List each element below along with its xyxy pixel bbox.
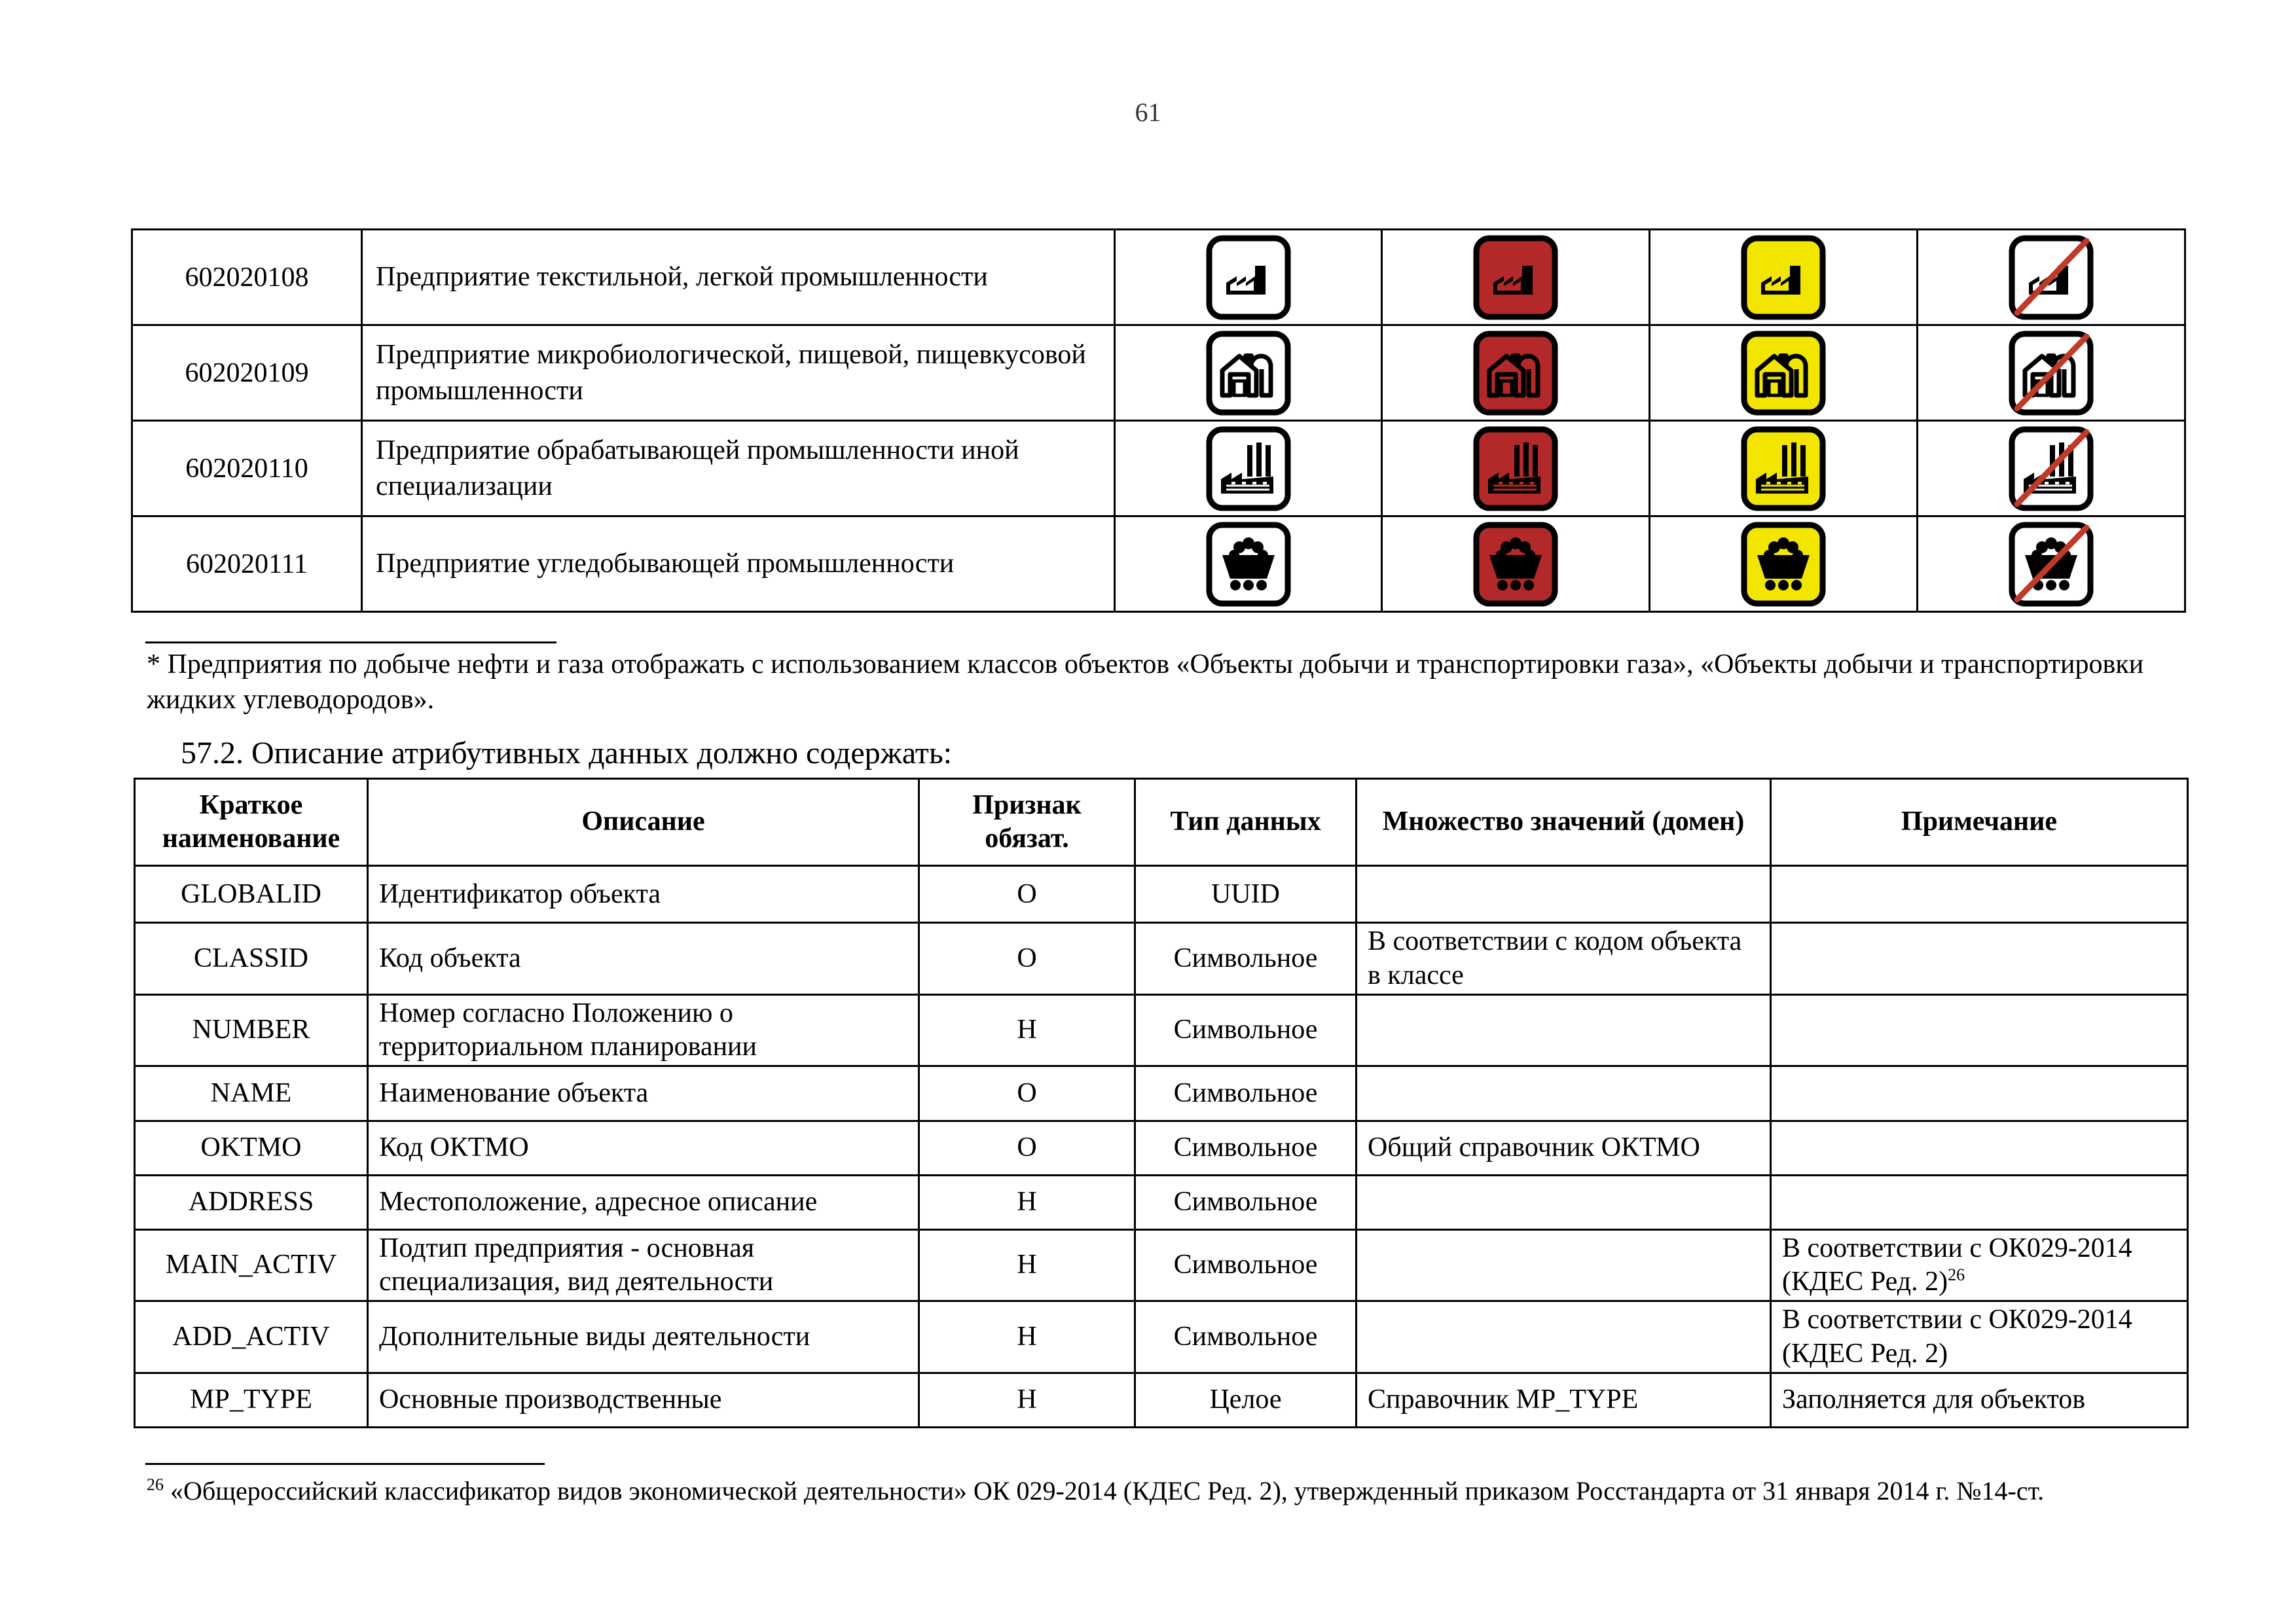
attr-domain <box>1357 1121 1771 1175</box>
attr-short-name-text: ADD_ACTIV <box>172 1321 330 1352</box>
attr-data-type-text: Символьное <box>1173 1077 1318 1108</box>
attr-domain-text: Справочник MP_TYPE <box>1368 1384 1639 1415</box>
attr-required-text: Н <box>1017 1187 1037 1218</box>
attr-domain <box>1357 923 1771 995</box>
table-row <box>135 1175 2188 1229</box>
attr-note-text: Заполняется для объектов <box>1782 1384 2086 1415</box>
attr-note <box>1771 1229 2188 1301</box>
attr-data-type-text: Символьное <box>1173 1250 1318 1280</box>
coal-cart-icon <box>1472 521 1559 607</box>
attr-short-name-text: NAME <box>210 1077 292 1108</box>
attr-data-type-text: Символьное <box>1173 1321 1318 1352</box>
attr-required-text: Н <box>1017 1321 1037 1352</box>
attr-domain <box>1357 1229 1771 1301</box>
attr-data-type-text: UUID <box>1211 878 1280 909</box>
symbol-cell-liquidated <box>1918 230 2185 325</box>
section-heading: 57.2. Описание атрибутивных данных должно содержать: <box>181 736 953 770</box>
attr-required-text: О <box>1017 1077 1037 1108</box>
coal-cart-icon <box>1740 521 1827 607</box>
header-description: Описание <box>368 779 919 866</box>
table-row <box>135 1066 2188 1121</box>
attr-description-text: Номер согласно Положению о территориальном планировании <box>379 998 757 1062</box>
attr-domain-text: В соответствии с кодом объекта в классе <box>1368 926 1742 990</box>
symbol-cell-planned-yellow <box>1650 325 1918 421</box>
symbol-cell-existing <box>1115 421 1382 516</box>
attr-data-type-text: Символьное <box>1173 1015 1318 1045</box>
attr-required-text: Н <box>1017 1250 1037 1280</box>
textile-factory-icon <box>1472 234 1559 321</box>
attr-data-type <box>1135 994 1357 1066</box>
attr-note-text: В соответствии с ОК029-2014 (КДЕС Ред. 2) <box>1782 1305 2132 1369</box>
attr-domain <box>1357 1175 1771 1229</box>
attr-data-type <box>1135 1066 1357 1121</box>
attr-short-name-text: OKTMO <box>200 1132 302 1163</box>
attr-description-text: Местоположение, адресное описание <box>379 1187 818 1218</box>
attr-short-name <box>135 866 368 923</box>
symbol-cell-planned-red <box>1382 421 1650 516</box>
textile-factory-icon <box>1205 234 1292 321</box>
attr-required-text: О <box>1017 1132 1037 1163</box>
attr-note <box>1771 923 2188 995</box>
attr-description <box>368 1373 919 1427</box>
attr-required <box>919 1066 1135 1121</box>
attr-description-text: Дополнительные виды деятельности <box>379 1321 811 1352</box>
attributes-table <box>134 778 2189 1428</box>
attr-data-type <box>1135 923 1357 995</box>
table-row <box>135 1229 2188 1301</box>
attr-data-type-text: Символьное <box>1173 943 1318 973</box>
symbol-table <box>131 228 2186 613</box>
attr-required-text: Н <box>1017 1384 1037 1415</box>
attr-short-name <box>135 923 368 995</box>
attr-description <box>368 1175 919 1229</box>
attr-required <box>919 923 1135 995</box>
manufacturing-plant-icon <box>1472 425 1559 512</box>
footnote-separator <box>145 641 556 643</box>
attr-required-text: О <box>1017 943 1037 973</box>
symbol-cell-existing <box>1115 325 1382 421</box>
symbol-cell-existing <box>1115 230 1382 325</box>
attr-domain <box>1357 1066 1771 1121</box>
attr-required <box>919 1175 1135 1229</box>
symbol-row <box>132 516 2185 612</box>
coal-cart-icon <box>1205 521 1292 607</box>
attr-short-name <box>135 1066 368 1121</box>
attr-note-text: В соответствии с ОК029-2014 (КДЕС Ред. 2) <box>1782 1233 2132 1297</box>
symbol-name: Предприятие обрабатывающей промышленности иной специализации <box>362 421 1115 516</box>
attr-data-type <box>1135 1229 1357 1301</box>
attr-required <box>919 1301 1135 1373</box>
attr-required <box>919 1121 1135 1175</box>
attr-description-text: Подтип предприятия - основная специализация, вид деятельности <box>379 1233 774 1297</box>
attr-domain <box>1357 994 1771 1066</box>
attr-short-name <box>135 1373 368 1427</box>
attr-domain <box>1357 1301 1771 1373</box>
attr-note <box>1771 994 2188 1066</box>
symbol-cell-planned-yellow <box>1650 516 1918 612</box>
attr-description-text: Наименование объекта <box>379 1077 649 1108</box>
attr-data-type-text: Символьное <box>1173 1132 1318 1163</box>
symbol-cell-liquidated <box>1918 516 2185 612</box>
table-row <box>135 866 2188 923</box>
attr-data-type-text: Целое <box>1209 1384 1282 1415</box>
coal-cart-icon <box>2008 521 2094 607</box>
footnote-26-text: «Общероссийский классификатор видов экономической деятельности» ОК 029-2014 (КДЕС Ред. 2), утвержденный приказом Росстандарта от 31 января 2014 г. №14-ст. <box>170 1476 2045 1506</box>
symbol-cell-planned-yellow <box>1650 230 1918 325</box>
manufacturing-plant-icon <box>2008 425 2094 512</box>
attr-short-name <box>135 1121 368 1175</box>
attr-short-name <box>135 994 368 1066</box>
attr-note <box>1771 1301 2188 1373</box>
footnote-26-separator <box>145 1463 545 1465</box>
textile-factory-icon <box>2008 234 2094 321</box>
attr-note <box>1771 866 2188 923</box>
attr-short-name <box>135 1229 368 1301</box>
attr-data-type <box>1135 1175 1357 1229</box>
header-data-type: Тип данных <box>1135 779 1357 866</box>
attr-description <box>368 994 919 1066</box>
attr-required-text: О <box>1017 878 1037 909</box>
attr-data-type <box>1135 1373 1357 1427</box>
attr-required <box>919 1373 1135 1427</box>
attr-required-text: Н <box>1017 1015 1037 1045</box>
attr-note <box>1771 1066 2188 1121</box>
food-plant-icon <box>1472 330 1559 416</box>
attr-note <box>1771 1121 2188 1175</box>
attr-required <box>919 994 1135 1066</box>
attr-description <box>368 866 919 923</box>
food-plant-icon <box>2008 330 2094 416</box>
manufacturing-plant-icon <box>1205 425 1292 512</box>
attr-data-type <box>1135 1121 1357 1175</box>
attr-short-name-text: ADDRESS <box>188 1187 314 1218</box>
symbol-name: Предприятие угледобывающей промышленности <box>362 516 1115 612</box>
symbol-code: 602020108 <box>132 230 362 325</box>
table-row <box>135 1373 2188 1427</box>
symbol-name: Предприятие микробиологической, пищевой, пищевкусовой промышленности <box>362 325 1115 421</box>
symbol-cell-planned-red <box>1382 516 1650 612</box>
attr-data-type <box>1135 866 1357 923</box>
footnote-26-marker: 26 <box>147 1475 164 1494</box>
symbol-row <box>132 230 2185 325</box>
manufacturing-plant-icon <box>1740 425 1827 512</box>
attr-domain <box>1357 1373 1771 1427</box>
symbol-cell-liquidated <box>1918 421 2185 516</box>
attr-description <box>368 1229 919 1301</box>
footnote-ref[interactable]: 26 <box>1948 1265 1965 1284</box>
attr-description-text: Основные производственные <box>379 1384 722 1415</box>
symbol-cell-existing <box>1115 516 1382 612</box>
attr-note <box>1771 1175 2188 1229</box>
symbol-name: Предприятие текстильной, легкой промышленности <box>362 230 1115 325</box>
attr-data-type <box>1135 1301 1357 1373</box>
attr-short-name-text: MP_TYPE <box>190 1384 312 1415</box>
header-short-name: Краткое наименование <box>135 779 368 866</box>
symbol-row <box>132 325 2185 421</box>
header-note: Примечание <box>1771 779 2188 866</box>
symbol-cell-liquidated <box>1918 325 2185 421</box>
textile-factory-icon <box>1740 234 1827 321</box>
symbol-code: 602020111 <box>132 516 362 612</box>
table-row <box>135 1301 2188 1373</box>
attr-short-name <box>135 1301 368 1373</box>
symbol-row <box>132 421 2185 516</box>
table-row <box>135 1121 2188 1175</box>
attr-short-name <box>135 1175 368 1229</box>
symbol-cell-planned-red <box>1382 325 1650 421</box>
attr-description <box>368 1121 919 1175</box>
attr-domain-text: Общий справочник ОКТМО <box>1368 1132 1700 1163</box>
symbol-cell-planned-yellow <box>1650 421 1918 516</box>
food-plant-icon <box>1740 330 1827 416</box>
attr-short-name-text: NUMBER <box>192 1015 310 1045</box>
attr-description <box>368 923 919 995</box>
footnote-26 <box>147 1475 2209 1506</box>
attr-description-text: Идентификатор объекта <box>379 878 661 909</box>
symbol-cell-planned-red <box>1382 230 1650 325</box>
food-plant-icon <box>1205 330 1292 416</box>
attr-required <box>919 1229 1135 1301</box>
attributes-header-row <box>135 779 2188 866</box>
attr-data-type-text: Символьное <box>1173 1187 1318 1218</box>
footnote-asterisk: * Предприятия по добыче нефти и газа отображать с использованием классов объектов «Объекты добычи и транспортировки газа», «Объекты добычи и транспортировки жидких углеводородов». <box>147 649 2144 715</box>
attr-description-text: Код ОКТМО <box>379 1132 529 1163</box>
attr-short-name-text: GLOBALID <box>181 878 321 909</box>
header-required: Признак обязат. <box>919 779 1135 866</box>
attr-description <box>368 1066 919 1121</box>
attr-short-name-text: CLASSID <box>193 943 309 973</box>
table-row <box>135 994 2188 1066</box>
attr-domain <box>1357 866 1771 923</box>
symbol-code: 602020109 <box>132 325 362 421</box>
attr-note <box>1771 1373 2188 1427</box>
symbol-code: 602020110 <box>132 421 362 516</box>
attr-description <box>368 1301 919 1373</box>
attr-required <box>919 866 1135 923</box>
table-row <box>135 923 2188 995</box>
page-number: 61 <box>1135 98 1161 127</box>
attr-description-text: Код объекта <box>379 943 521 973</box>
header-domain: Множество значений (домен) <box>1357 779 1771 866</box>
attr-short-name-text: MAIN_ACTIV <box>165 1250 337 1280</box>
